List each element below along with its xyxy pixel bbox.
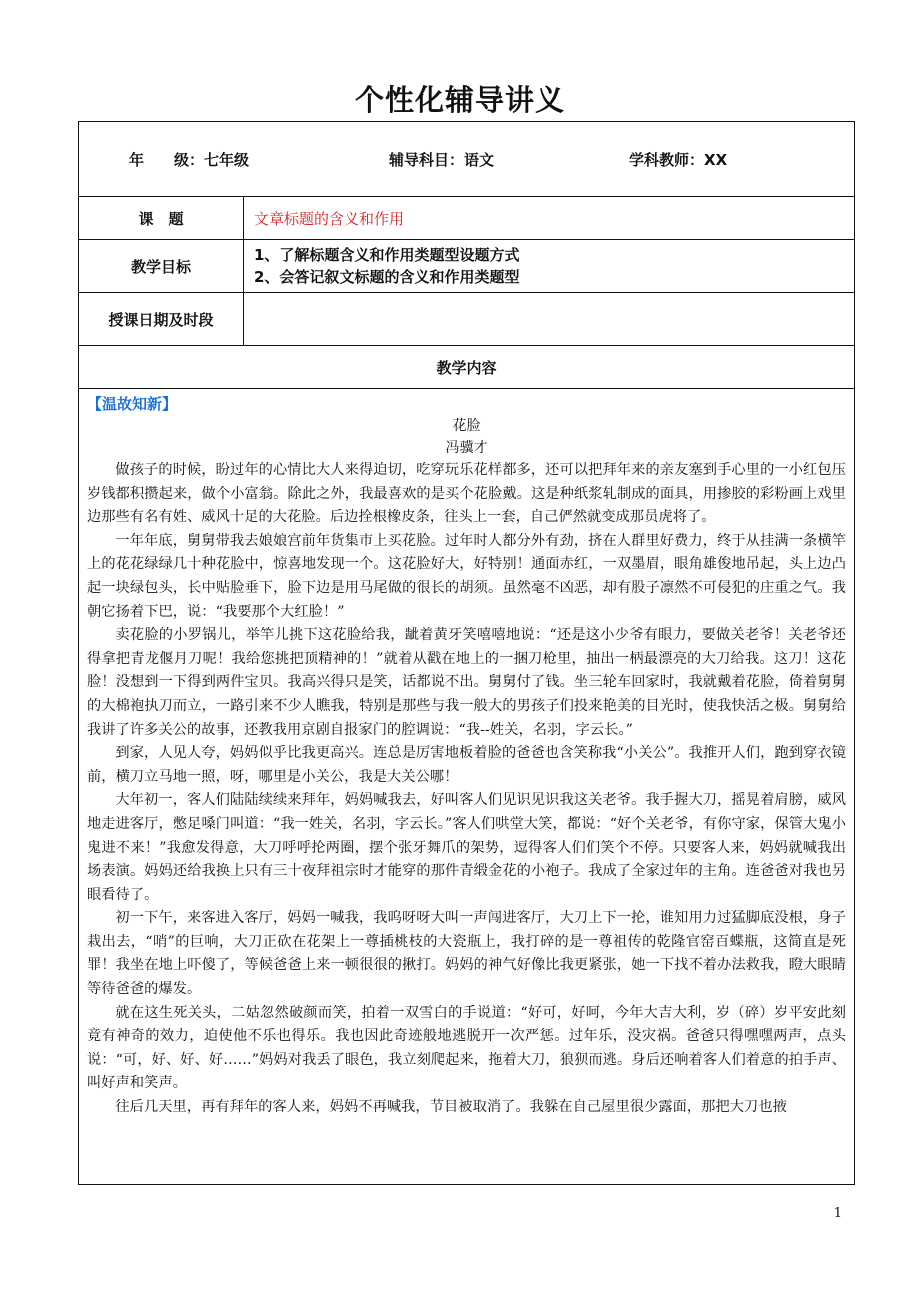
topic-label: 课 题 bbox=[79, 197, 244, 240]
story-title: 花脸 bbox=[452, 418, 481, 434]
topic-value: 文章标题的含义和作用 bbox=[244, 197, 855, 240]
content-header: 教学内容 bbox=[79, 346, 855, 389]
date-value bbox=[244, 293, 855, 346]
date-row bbox=[79, 293, 855, 346]
topic-row bbox=[79, 197, 855, 240]
date-label: 授课日期及时段 bbox=[79, 293, 244, 346]
info-row bbox=[79, 122, 855, 197]
content-cell bbox=[79, 389, 855, 1185]
paragraph: 就在这生死关头，二姑忽然破颜而笑，拍着一双雪白的手说道：“好可，好呵，今年大吉大利，岁（碎）岁平安此刻竟有神奇的效力，迫使他不乐也得乐。我也因此奇迹般地逃脱开一次严惩。过年乐，没灾祸。爸爸只得嘿嘿两声，点头说：“可，好、好、好……”妈妈对我丢了眼色，我立刻爬起来，拖着大刀，狼狈而逃。身后还响着客人们着意的拍手声、叫好声和笑声。 bbox=[87, 1004, 846, 1092]
paragraph: 初一下午，来客进入客厅，妈妈一喊我，我呜呀呀大叫一声闯进客厅，大刀上下一抡，谁知用力过猛脚底没根，身子栽出去，“哨”的巨响，大刀正砍在花架上一尊插桃枝的大瓷瓶上，我打碎的是一尊祖传的乾隆官窑百蝶瓶，这简直是死罪！我坐在地上吓傻了，等候爸爸上来一顿很很的揪打。妈妈的神气好像比我更紧张，她一下找不着办法救我，瞪大眼睛等待爸爸的爆发。 bbox=[87, 910, 846, 998]
goal-item: 2、会答记叙文标题的含义和作用类题型 bbox=[254, 268, 520, 286]
grade-field: 年 级：七年级 bbox=[129, 150, 250, 169]
review-label: 【温故知新】 bbox=[87, 395, 178, 413]
page-number: 1 bbox=[833, 1206, 842, 1221]
paragraph: 往后几天里，再有拜年的客人来，妈妈不再喊我，节目被取消了。我躲在自己屋里很少露面，那把大刀也掖 bbox=[115, 1099, 787, 1116]
goals-label: 教学目标 bbox=[79, 240, 244, 293]
teacher-field: 学科教师：XX bbox=[629, 150, 728, 169]
paragraph: 一年年底，舅舅带我去娘娘宫前年货集市上买花脸。过年时人都分外有劲，挤在人群里好费力，终于从挂满一条横竿上的花花绿绿几十种花脸中，惊喜地发现一个。这花脸好大，好特别！通面赤红，一双墨眉，眼角雄俊地吊起，头上边凸起一块绿包头，长中贴脸垂下，脸下边是用马尾做的很长的胡须。虽然毫不凶恶，却有股子凛然不可侵犯的庄重之气。我朝它扬着下巴，说：“我要那个大红脸！” bbox=[87, 532, 846, 620]
goals-list bbox=[244, 240, 855, 293]
paragraph: 大年初一，客人们陆陆续续来拜年，妈妈喊我去，好叫客人们见识见识我这关老爷。我手握大刀，摇晃着肩膀，威风地走进客厅，憋足嗓门叫道：“我一姓关，名羽，字云长。”客人们哄堂大笑，都说：“好个关老爷，有你守家，保管大鬼小鬼进不来！”我愈发得意，大刀呼呼抡两圈，摆个张牙舞爪的架势，逗得客人们们笑个不停。只要客人来，妈妈就喊我出场表演。妈妈还给我换上只有三十夜拜祖宗时才能穿的那件青缎金花的小袍子。我成了全家过年的主角。连爸爸对我也另眼看待了。 bbox=[87, 792, 846, 903]
story-author: 冯骥才 bbox=[445, 440, 488, 456]
content-header-row bbox=[79, 346, 855, 389]
subject-field: 辅导科目：语文 bbox=[389, 150, 495, 169]
content-row bbox=[79, 389, 855, 1185]
paragraph: 卖花脸的小罗锅儿，举竿儿挑下这花脸给我，龇着黄牙笑嘻嘻地说：“还是这小少爷有眼力，要做关老爷！关老爷还得拿把青龙偃月刀呢！我给您挑把顶精神的！”就着从戳在地上的一捆刀枪里，抽出一柄最漂亮的大刀给我。这刀！这花脸！没想到一下得到两件宝贝。我高兴得只是笑，话都说不出。舅舅付了钱。坐三轮车回家时，我就戴着花脸，倚着舅舅的大棉袍执刀而立，一路引来不少人瞧我，特别是那些与我一般大的男孩子们投来艳美的目光时，使我快活之极。舅舅给我讲了许多关公的故事，还教我用京剧自报家门的腔调说：“我--姓关，名羽，字云长。” bbox=[87, 627, 846, 738]
document-title: 个性化辅导讲义 bbox=[354, 83, 565, 117]
paragraph: 到家，人见人夸，妈妈似乎比我更高兴。连总是厉害地板着脸的爸爸也含笑称我“小关公”。我推开人们，跑到穿衣镜前，横刀立马地一照，呀，哪里是小关公，我是大关公哪！ bbox=[87, 745, 846, 785]
goal-item: 1、了解标题含义和作用类题型设题方式 bbox=[254, 246, 520, 264]
lecture-table bbox=[78, 121, 855, 1185]
paragraph: 做孩子的时候，盼过年的心情比大人来得迫切，吃穿玩乐花样都多，还可以把拜年来的亲友塞到手心里的一小红包压岁钱都积攒起来，做个小富翁。除此之外，我最喜欢的是买个花脸戴。这是种纸浆轧制成的面具，用掺胶的彩粉画上戏里边那些有名有姓、威风十足的大花脸。后边拴根橡皮条，往头上一套，自己俨然就变成那员虎将了。 bbox=[87, 462, 846, 526]
goals-row bbox=[79, 240, 855, 293]
